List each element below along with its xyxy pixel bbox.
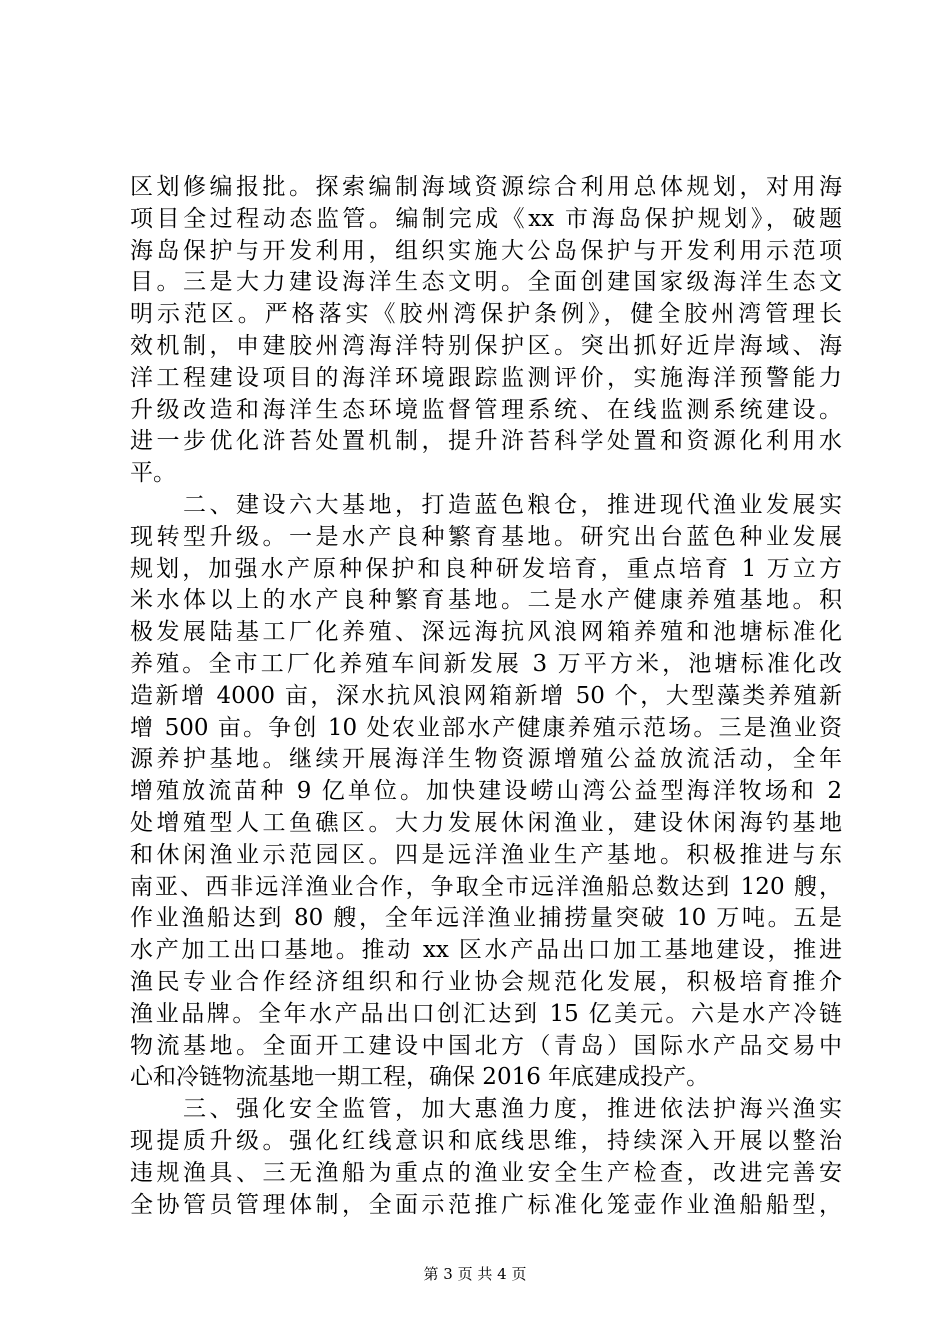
- text-line: 和休闲渔业示范园区。四是远洋渔业生产基地。积极推进与东: [130, 841, 842, 868]
- text-line: 目。三是大力建设海洋生态文明。全面创建国家级海洋生态文: [130, 269, 842, 296]
- text-line: 现转型升级。一是水产良种繁育基地。研究出台蓝色种业发展: [130, 523, 842, 550]
- page-footer: 第 3 页 共 4 页: [423, 1265, 527, 1283]
- text-line: 二、建设六大基地，打造蓝色粮仓，推进现代渔业发展实: [130, 491, 842, 518]
- text-line: 渔民专业合作经济组织和行业协会规范化发展，积极培育推介: [130, 968, 842, 995]
- text-line: 心和冷链物流基地一期工程，确保 2016 年底建成投产。: [130, 1064, 710, 1091]
- text-line: 海岛保护与开发利用，组织实施大公岛保护与开发利用示范项: [130, 237, 842, 264]
- text-line: 处增殖型人工鱼礁区。大力发展休闲渔业，建设休闲海钓基地: [130, 809, 842, 836]
- text-line: 项目全过程动态监管。编制完成《xx 市海岛保护规划》，破题: [130, 205, 842, 232]
- text-line: 洋工程建设项目的海洋环境跟踪监测评价，实施海洋预警能力: [130, 364, 842, 391]
- text-line: 规划，加强水产原种保护和良种研发培育，重点培育 1 万立方: [130, 555, 842, 582]
- body-text: [130, 172, 842, 1221]
- text-line: 南亚、西非远洋渔业合作，争取全市远洋渔船总数达到 120 艘，: [130, 873, 842, 900]
- text-line: 养殖。全市工厂化养殖车间新发展 3 万平方米，池塘标准化改: [130, 650, 842, 677]
- text-line: 水产加工出口基地。推动 xx 区水产品出口加工基地建设，推进: [130, 937, 842, 964]
- text-line: 进一步优化浒苔处置机制，提升浒苔科学处置和资源化利用水: [130, 428, 842, 455]
- text-line: 现提质升级。强化红线意识和底线思维，持续深入开展以整治: [130, 1127, 842, 1154]
- text-line: 源养护基地。继续开展海洋生物资源增殖公益放流活动，全年: [130, 746, 842, 773]
- text-line: 造新增 4000 亩，深水抗风浪网箱新增 50 个，大型藻类养殖新: [130, 682, 842, 709]
- text-line: 米水体以上的水产良种繁育基地。二是水产健康养殖基地。积: [130, 587, 842, 614]
- text-line: 效机制，申建胶州湾海洋特别保护区。突出抓好近岸海域、海: [130, 332, 842, 359]
- text-line: 全协管员管理体制，全面示范推广标准化笼壶作业渔船船型，: [130, 1191, 842, 1218]
- text-line: 增殖放流苗种 9 亿单位。加快建设崂山湾公益型海洋牧场和 2: [130, 778, 842, 805]
- text-line: 违规渔具、三无渔船为重点的渔业安全生产检查，改进完善安: [130, 1159, 842, 1186]
- text-line: 增 500 亩。争创 10 处农业部水产健康养殖示范场。三是渔业资: [130, 714, 842, 741]
- text-line: 区划修编报批。探索编制海域资源综合利用总体规划，对用海: [130, 174, 842, 200]
- text-line: 渔业品牌。全年水产品出口创汇达到 15 亿美元。六是水产冷链: [130, 1000, 842, 1027]
- text-line: 物流基地。全面开工建设中国北方（青岛）国际水产品交易中: [130, 1032, 842, 1059]
- text-line: 平。: [130, 460, 176, 487]
- text-line: 明示范区。严格落实《胶州湾保护条例》，健全胶州湾管理长: [130, 301, 842, 328]
- text-line: 升级改造和海洋生态环境监督管理系统、在线监测系统建设。: [130, 396, 842, 423]
- text-line: 极发展陆基工厂化养殖、深远海抗风浪网箱养殖和池塘标准化: [130, 619, 842, 646]
- text-line: 作业渔船达到 80 艘，全年远洋渔业捕捞量突破 10 万吨。五是: [130, 905, 842, 932]
- text-line: 三、强化安全监管，加大惠渔力度，推进依法护海兴渔实: [130, 1096, 842, 1123]
